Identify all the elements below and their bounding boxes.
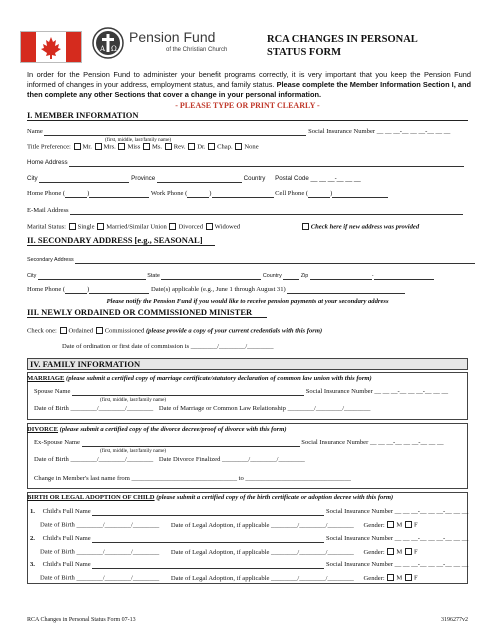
- commissioned-checkbox[interactable]: [96, 327, 103, 334]
- ex-spouse-dob-row: [34, 456, 465, 464]
- child3-dob: Date of Birth ________/________/________: [40, 574, 160, 582]
- province-label: Province: [131, 175, 156, 182]
- child1-gender-label: Gender:: [363, 521, 385, 529]
- title-mr-label: Mr.: [82, 143, 92, 151]
- title-mrs-checkbox[interactable]: [95, 143, 102, 150]
- child3-sin-label: Social Insurance Number __ __ __-__ __ __-__ __ __: [326, 561, 469, 568]
- name-label: Name: [27, 128, 43, 135]
- child3-gender-m-checkbox[interactable]: [387, 574, 394, 581]
- city-row: [27, 175, 468, 183]
- title-miss-checkbox[interactable]: [118, 143, 125, 150]
- ex-spouse-row: [34, 439, 465, 447]
- intro-bold: Please complete the Member Information Section I, and then complete any other Sections that cover a change in your personal information.: [27, 80, 471, 99]
- spouse-dob: Date of Birth ________/________/________: [34, 405, 154, 412]
- new-address-label: Check here if new address was provided: [310, 223, 420, 231]
- birth-head: BIRTH OR LEGAL ADOPTION OF CHILD: [27, 494, 155, 501]
- marital-widowed-checkbox[interactable]: [206, 223, 213, 230]
- child1-name-label: Child's Full Name: [42, 508, 91, 515]
- birth-header: [27, 494, 468, 502]
- title-chap-checkbox[interactable]: [208, 143, 215, 150]
- marital-single-label: Single: [77, 223, 95, 231]
- check-one-label: Check one:: [27, 327, 57, 335]
- secondary-zip-label: Zip: [300, 273, 309, 279]
- postal-label: Postal Code __ __ __-__ __ __: [275, 175, 361, 182]
- spouse-name-hint: (first, middle, last/family name): [100, 397, 167, 403]
- ex-spouse-sin-label: Social Insurance Number __ __ __-__ __ __-__ __ __: [301, 439, 444, 446]
- child3-dob-row: [40, 574, 465, 583]
- secondary-address-input[interactable]: [75, 257, 475, 264]
- ex-spouse-dob: Date of Birth ________/________/________: [34, 456, 154, 463]
- child2-dob: Date of Birth ________/________/________: [40, 548, 160, 556]
- child3-adopt: Date of Legal Adoption, if applicable ________/________/________: [170, 574, 354, 582]
- marriage-date: Date of Marriage or Common Law Relationship ________/________/________: [158, 405, 371, 412]
- form-title-line1: RCA CHANGES IN PERSONAL: [267, 34, 418, 45]
- title-ms-label: Ms.: [151, 143, 163, 151]
- marriage-head: MARRIAGE: [27, 375, 65, 382]
- child3-gender-f-checkbox[interactable]: [405, 574, 412, 581]
- ex-spouse-label: Ex-Spouse Name: [34, 439, 80, 446]
- child1-name-row: [30, 508, 468, 516]
- title-chap-label: Chap.: [217, 143, 233, 151]
- cell-phone-input[interactable]: [332, 191, 388, 198]
- sin-label: Social Insurance Number __ __ __-__ __ __-__ __ __: [308, 128, 451, 135]
- child2-num: 2.: [30, 535, 35, 542]
- home-phone-label: Home Phone (: [27, 190, 66, 197]
- secondary-address-label: Secondary Address: [27, 257, 74, 263]
- canada-flag-icon: [20, 31, 82, 63]
- child2-name-label: Child's Full Name: [42, 535, 91, 542]
- intro-text: In order for the Pension Fund to administer your benefit programs correctly, it is very important that you keep the Pension Fund informed of changes in your address, employment status, and family status.: [27, 70, 471, 89]
- phone-row: [27, 190, 468, 198]
- child1-gender-f-checkbox[interactable]: [405, 521, 412, 528]
- secondary-address-row: [27, 256, 468, 264]
- secondary-city-input[interactable]: [38, 273, 146, 280]
- pension-fund-logo-icon: [92, 27, 124, 59]
- child3-gender-m-label: M: [396, 574, 403, 582]
- section1-title: I. MEMBER INFORMATION: [27, 110, 468, 121]
- work-phone-area[interactable]: [187, 190, 212, 198]
- title-dr-label: Dr.: [197, 143, 206, 151]
- secondary-zip-ext-input[interactable]: [371, 273, 434, 280]
- province-input[interactable]: [157, 176, 242, 183]
- title-mrs-label: Mrs.: [103, 143, 116, 151]
- cell-phone-area[interactable]: [308, 190, 333, 198]
- secondary-zip-dash: -: [371, 273, 374, 279]
- child2-name-row: [30, 535, 468, 543]
- child1-dob: Date of Birth ________/________/________: [40, 521, 160, 529]
- name-input[interactable]: [44, 129, 306, 136]
- title-ms-checkbox[interactable]: [143, 143, 150, 150]
- cell-phone-label: Cell Phone (: [275, 190, 309, 197]
- child2-gender-m-checkbox[interactable]: [387, 548, 394, 555]
- marital-divorced-checkbox[interactable]: [169, 223, 176, 230]
- divorce-date: Date Divorce Finalized ________/________/________: [158, 456, 305, 463]
- svg-text:A: A: [100, 45, 106, 53]
- spouse-sin-label: Social Insurance Number __ __ __-__ __ __-__ __ __: [305, 388, 449, 395]
- ordained-label: Ordained: [68, 327, 94, 335]
- title-miss-label: Miss: [127, 143, 141, 151]
- secondary-city-row: [27, 272, 468, 280]
- spouse-name-label: Spouse Name: [34, 388, 71, 395]
- divorce-header: [27, 426, 468, 434]
- birth-note: (please submit a certified copy of the birth certificate or adoption decree with this form): [156, 494, 394, 501]
- marital-divorced-label: Divorced: [178, 223, 204, 231]
- spouse-name-input[interactable]: [72, 389, 304, 396]
- name-hint: (first, middle, last/family name): [105, 137, 172, 143]
- marital-row: [27, 223, 468, 232]
- commissioned-label: Commissioned: [104, 327, 145, 335]
- city-input[interactable]: [39, 176, 129, 183]
- marital-widowed-label: Widowed: [214, 223, 241, 231]
- ex-spouse-input[interactable]: [82, 440, 300, 447]
- title-none-checkbox[interactable]: [235, 143, 242, 150]
- country-label: Country: [243, 175, 266, 182]
- section3-title: III. NEWLY ORDAINED OR COMMISSIONED MINISTER: [27, 307, 267, 318]
- marital-married-checkbox[interactable]: [97, 223, 104, 230]
- secondary-city-label: City: [27, 273, 37, 279]
- city-label: City: [27, 175, 38, 182]
- marital-label: Marital Status:: [27, 223, 67, 231]
- section2-title: II. SECONDARY ADDRESS [e.g., SEASONAL]: [27, 235, 215, 246]
- ordained-checkbox[interactable]: [60, 327, 67, 334]
- secondary-state-input[interactable]: [161, 273, 261, 280]
- work-phone-label: Work Phone (: [150, 190, 188, 197]
- child2-gender-f-label: F: [413, 548, 418, 556]
- secondary-phone-row: [27, 286, 468, 294]
- child1-adopt: Date of Legal Adoption, if applicable ________/________/________: [170, 521, 354, 529]
- footer-right: 3196277v2: [441, 617, 468, 623]
- child3-name-input[interactable]: [92, 562, 324, 569]
- child1-num: 1.: [30, 508, 35, 515]
- child3-name-label: Child's Full Name: [42, 561, 91, 568]
- home-address-row: [27, 159, 468, 167]
- child2-gender-f-checkbox[interactable]: [405, 548, 412, 555]
- ordination-date-row: Date of ordination or first date of commission is ________/________/________: [62, 343, 274, 350]
- child3-num: 3.: [30, 561, 35, 568]
- work-phone-input[interactable]: [212, 191, 274, 198]
- marital-single-checkbox[interactable]: [69, 223, 76, 230]
- secondary-notify: Please notify the Pension Fund if you would like to receive pension payments at your secondary address: [106, 298, 389, 305]
- marriage-note: (please submit a certified copy of marriage certificate/statutory declaration of common law union with this form): [66, 375, 372, 382]
- form-title: [267, 33, 418, 59]
- spouse-name-row: [34, 388, 465, 396]
- secondary-phone-paren: ): [87, 286, 90, 293]
- dates-applicable-input[interactable]: [287, 287, 405, 294]
- spouse-dob-row: [34, 405, 465, 413]
- home-address-input[interactable]: [69, 160, 464, 167]
- intro-paragraph: [27, 70, 471, 100]
- child1-gender-m-label: M: [396, 521, 403, 529]
- credentials-note: (please provide a copy of your current credentials with this form): [145, 327, 323, 335]
- title-pref-label: Title Preference:: [27, 143, 71, 151]
- child2-dob-row: [40, 548, 465, 557]
- secondary-phone-input[interactable]: [89, 287, 149, 294]
- child2-gender-label: Gender:: [363, 548, 385, 556]
- title-dr-checkbox[interactable]: [188, 143, 195, 150]
- dates-applicable-label: Date(s) applicable (e.g., June 1 through August 31): [150, 286, 286, 293]
- title-rev-checkbox[interactable]: [165, 143, 172, 150]
- org-subname: of the Christian Church: [166, 47, 228, 53]
- secondary-phone-label: Home Phone (: [27, 286, 66, 293]
- child3-name-row: [30, 561, 468, 569]
- secondary-state-label: State: [147, 273, 160, 279]
- svg-text:Ω: Ω: [111, 45, 117, 53]
- child2-gender-m-label: M: [396, 548, 403, 556]
- ordained-row: [27, 327, 468, 336]
- child1-dob-row: [40, 521, 465, 530]
- child2-sin-label: Social Insurance Number __ __ __-__ __ __-__ __ __: [326, 535, 469, 542]
- home-phone-area[interactable]: [65, 190, 90, 198]
- child2-adopt: Date of Legal Adoption, if applicable ________/________/________: [170, 548, 354, 556]
- name-change-row: Change in Member's last name from ________________________________ to ________________________________: [34, 475, 351, 482]
- title-mr-checkbox[interactable]: [74, 143, 81, 150]
- child1-sin-label: Social Insurance Number __ __ __-__ __ __-__ __ __: [326, 508, 469, 515]
- child1-name-input[interactable]: [92, 509, 324, 516]
- home-phone-paren: ): [87, 190, 90, 197]
- secondary-country-label: Country: [262, 273, 282, 279]
- divorce-head: DIVORCE: [27, 426, 59, 433]
- secondary-zip-input[interactable]: [310, 273, 372, 280]
- org-name: Pension Fund: [129, 29, 216, 45]
- marriage-header: [27, 375, 468, 383]
- child3-gender-f-label: F: [413, 574, 418, 582]
- title-rev-label: Rev.: [173, 143, 186, 151]
- title-none-label: None: [244, 143, 259, 151]
- name-row: [27, 128, 468, 136]
- work-phone-paren: ): [209, 190, 212, 197]
- new-address-checkbox[interactable]: [302, 223, 309, 230]
- section4-title: IV. FAMILY INFORMATION: [27, 358, 468, 370]
- divorce-note: (please submit a certified copy of the divorce decree/proof of divorce with this form): [59, 426, 287, 433]
- home-address-label: Home Address: [27, 159, 68, 166]
- child3-gender-label: Gender:: [363, 574, 385, 582]
- footer-left: RCA Changes in Personal Status Form 07-13: [27, 617, 136, 623]
- secondary-country-input[interactable]: [283, 273, 299, 280]
- email-label: E-Mail Address: [27, 207, 69, 214]
- home-phone-input[interactable]: [89, 191, 149, 198]
- secondary-phone-area[interactable]: [65, 286, 90, 294]
- ex-spouse-hint: (first, middle, last/family name): [100, 448, 167, 454]
- email-input[interactable]: [70, 208, 463, 215]
- email-row: [27, 207, 468, 215]
- marital-married-label: Married/Similar Union: [106, 223, 167, 231]
- child2-name-input[interactable]: [92, 536, 324, 543]
- cell-phone-paren: ): [330, 190, 333, 197]
- form-title-line2: STATUS FORM: [267, 47, 341, 58]
- child1-gender-f-label: F: [413, 521, 418, 529]
- child1-gender-m-checkbox[interactable]: [387, 521, 394, 528]
- title-pref-row: [27, 143, 468, 152]
- print-notice: - PLEASE TYPE OR PRINT CLEARLY -: [175, 101, 320, 110]
